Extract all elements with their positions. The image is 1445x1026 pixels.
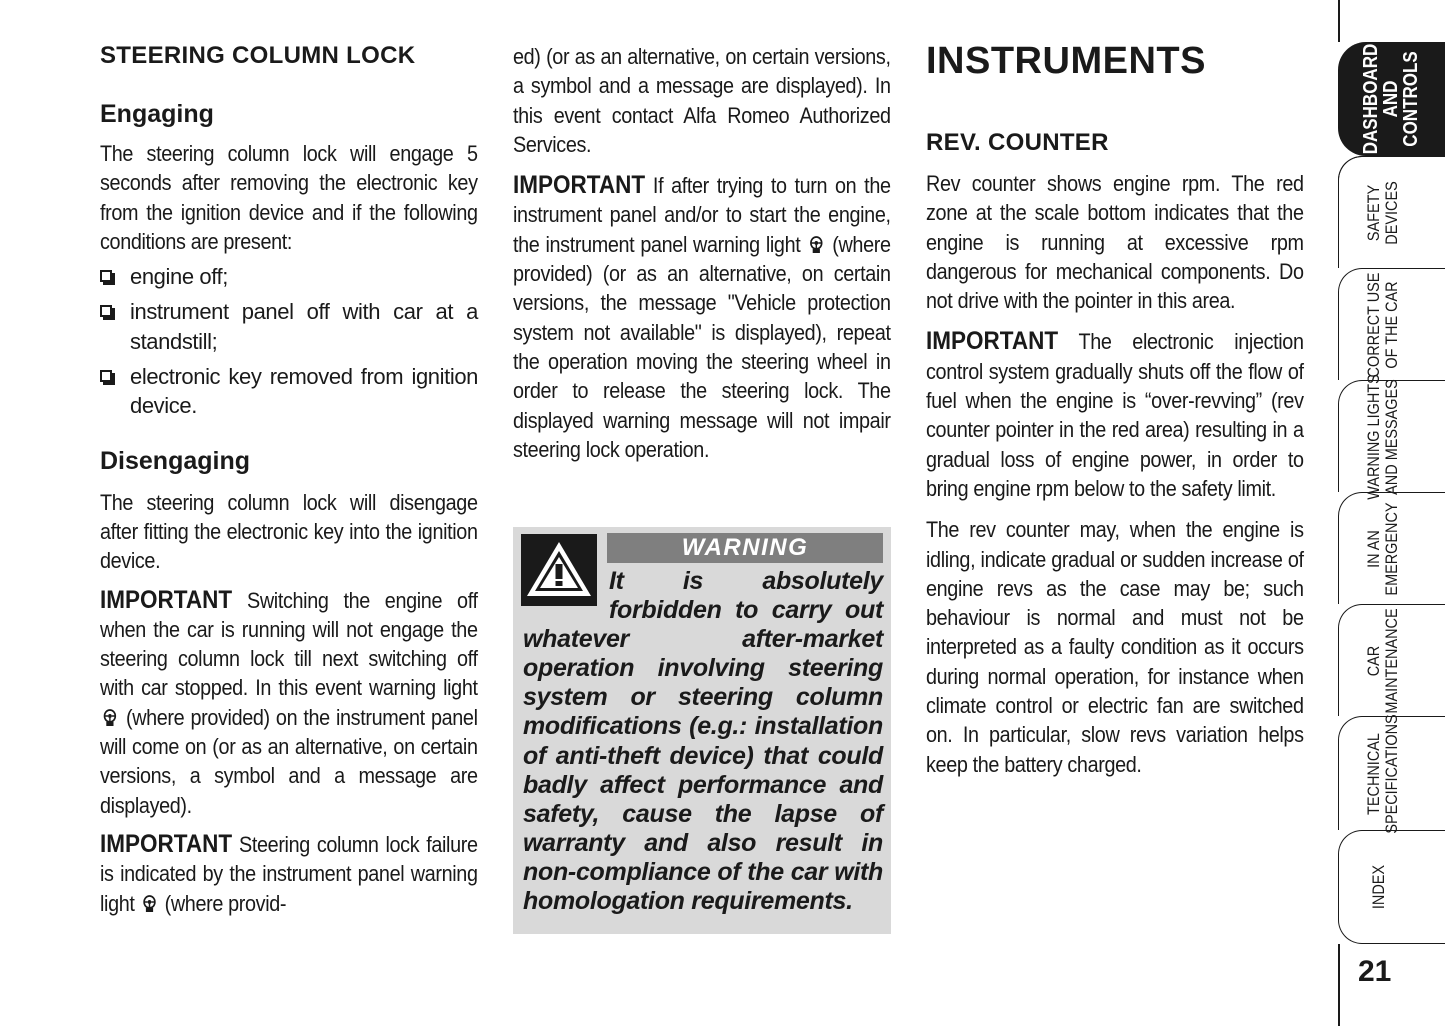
important-label: IMPORTANT xyxy=(926,327,1059,356)
tab-label-line: WARNING LIGHTS xyxy=(1364,373,1383,500)
tab-label-line: EMERGENCY xyxy=(1382,501,1401,596)
list-item xyxy=(100,262,478,291)
section-title-rev-counter: REV. COUNTER xyxy=(926,129,1109,156)
tab-label-line: CAR xyxy=(1364,645,1383,676)
tab-label xyxy=(1365,714,1401,833)
tab-in-an-emergency[interactable] xyxy=(1338,492,1445,604)
subtitle-engaging: Engaging xyxy=(100,100,214,128)
important-text: The electronic injection control system gradually shuts off the flow of fuel when the engine is “over-revving” (rev counter pointer in the red area) resulting in a gradual loss of engine power, in order to bring engine rpm below to the safety limit. xyxy=(926,329,1304,501)
tab-label-line: DASHBOARD xyxy=(1360,43,1382,155)
continued-paragraph: ed) (or as an alternative, on certain versions, a symbol and a message are displayed). In this event contact Alfa Romeo Authorized Services. xyxy=(513,44,891,157)
warning-text-block xyxy=(523,567,883,916)
list-item xyxy=(100,297,478,356)
important-text: Steering column lock failure is indicated by the instrument panel warning light xyxy=(100,831,478,916)
tab-label xyxy=(1365,374,1401,500)
list-item xyxy=(100,362,478,421)
important-label: IMPORTANT xyxy=(100,829,233,858)
important-paragraph-4 xyxy=(926,327,1304,503)
tab-label-line: CORRECT USE xyxy=(1364,272,1383,377)
tab-label-line: AND xyxy=(1380,80,1402,118)
warning-header: WARNING xyxy=(607,533,883,563)
warning-box xyxy=(513,527,891,934)
important-text: (where provided) (or as an alternative, on certain versions, the message "Vehicle protection system not available" is displayed), repeat the operation moving the steering wheel in order to release the steering lock. The displayed warning message will not impair steering lock operation. xyxy=(513,231,891,462)
important-text: (where provided) on the instrument panel will come on (or as an alternative, on certain versions, a symbol and a message are displayed). xyxy=(100,704,478,818)
tab-label-line: MAINTENANCE xyxy=(1382,607,1401,714)
tab-label xyxy=(1361,44,1421,155)
tab-car-maintenance[interactable] xyxy=(1338,604,1445,716)
column-steering-lock xyxy=(100,40,478,918)
section-title-steering-column-lock: STEERING COLUMN LOCK xyxy=(100,42,416,69)
tab-label-line: AND MESSAGES xyxy=(1382,378,1401,495)
conditions-list xyxy=(100,262,478,420)
column-continued xyxy=(513,42,891,464)
tab-label-line: CONTROLS xyxy=(1400,51,1422,147)
important-paragraph-1 xyxy=(100,586,478,820)
tab-warning-lights[interactable] xyxy=(1338,373,1445,500)
steering-lock-warning-icon xyxy=(142,895,156,913)
chapter-tabs xyxy=(1338,0,1445,1026)
steering-lock-warning-icon xyxy=(809,236,823,254)
checkbox-bullet-icon xyxy=(100,270,112,282)
tab-label-line: SAFETY xyxy=(1364,184,1383,241)
steering-lock-warning-icon xyxy=(103,709,117,727)
tab-label-line: SPECIFICATIONS xyxy=(1382,713,1401,834)
tab-index[interactable] xyxy=(1338,830,1445,944)
important-label: IMPORTANT xyxy=(100,585,233,614)
engaging-paragraph: The steering column lock will engage 5 seconds after removing the electronic key from the ignition device and if the following conditions are present: xyxy=(100,141,478,254)
checkbox-bullet-icon xyxy=(100,305,112,317)
list-item-text: instrument panel off with car at a standstill; xyxy=(130,299,478,354)
rev-counter-paragraph: Rev counter shows engine rpm. The red zone at the scale bottom indicates that the engine is running at excessive rpm dangerous for mechanical components. Do not drive with the pointer in this area. xyxy=(926,171,1304,314)
rev-counter-paragraph-2: The rev counter may, when the engine is idling, indicate gradual or sudden increase of engine revs as the case may be; such behaviour is normal and must not be interpreted as a faulty condition as it occurs during normal operation, for instance when climate control or electric fan are switched on. In particular, slow revs variation helps keep the battery charged. xyxy=(926,517,1304,777)
tab-label xyxy=(1365,608,1401,713)
tab-label-line: IN AN xyxy=(1364,529,1383,568)
tab-correct-use[interactable] xyxy=(1338,268,1445,380)
tab-label xyxy=(1365,181,1401,244)
important-text: Switching the engine off when the car is running will not engage the steering column lock till next switching off with car stopped. In this event warning light xyxy=(100,587,478,701)
tab-label-line: DEVICES xyxy=(1382,180,1401,245)
tab-dashboard-and-controls[interactable] xyxy=(1338,42,1445,156)
important-text: If after trying to turn on the instrument panel and/or to start the engine, the instrument panel warning light xyxy=(513,173,891,257)
column-instruments xyxy=(926,40,1304,779)
important-paragraph-2 xyxy=(100,830,478,918)
important-paragraph-3 xyxy=(513,171,891,464)
tab-label-line: OF THE CAR xyxy=(1382,280,1401,369)
warning-text: It is absolutely forbidden to carry out whatever after-market operation involving steering system or steering column modifications (e.g.: installation of anti-theft device) that could badly affect performance and safety, cause the lapse of warranty and also result in non-compliance of the car with homologation requirements. xyxy=(523,567,883,916)
tab-label xyxy=(1365,272,1401,377)
subtitle-disengaging: Disengaging xyxy=(100,446,251,475)
page-title: INSTRUMENTS xyxy=(926,40,1206,82)
tab-label-line: TECHNICAL xyxy=(1364,732,1383,815)
tab-label-line: INDEX xyxy=(1369,864,1388,910)
tab-label xyxy=(1365,502,1401,595)
tab-safety-devices[interactable] xyxy=(1338,156,1445,268)
list-item-text: engine off; xyxy=(130,264,228,290)
important-text: (where provid- xyxy=(164,890,287,916)
page-number: 21 xyxy=(1358,955,1392,988)
list-item-text: electronic key removed from ignition device. xyxy=(130,364,478,419)
disengaging-paragraph: The steering column lock will disengage after fitting the electronic key into the ignition device. xyxy=(100,489,478,574)
checkbox-bullet-icon xyxy=(100,370,112,382)
tab-label xyxy=(1370,865,1388,909)
important-label: IMPORTANT xyxy=(513,171,646,200)
tab-technical-specifications[interactable] xyxy=(1338,713,1445,834)
